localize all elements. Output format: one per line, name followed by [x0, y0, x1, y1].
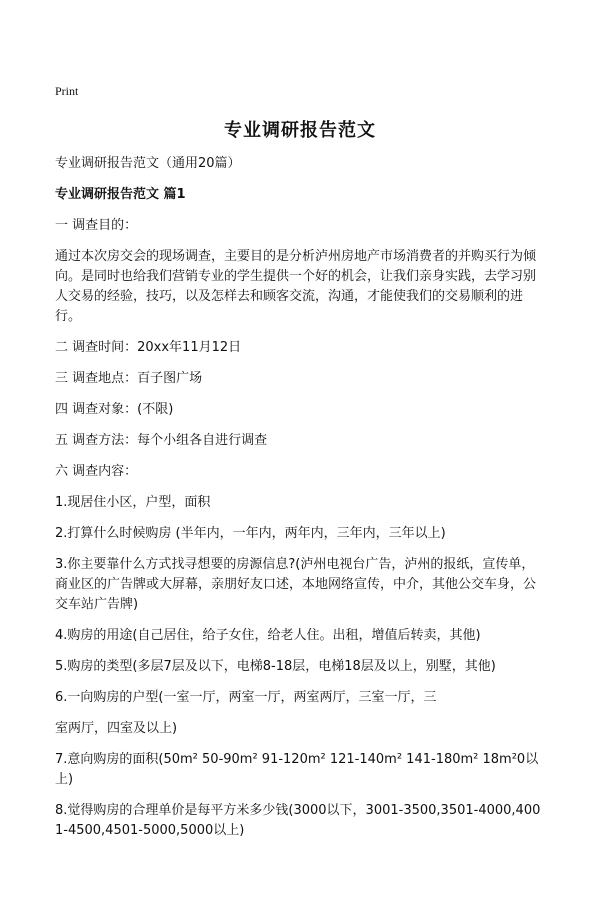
section-heading: 专业调研报告范文 篇1 [55, 187, 186, 202]
survey-time: 二 调查时间：20xx年11月12日 [55, 340, 242, 355]
question-item: 7.意向购房的面积(50m² 50-90m² 91-120m² 121-140m² 141-180m² 18m²0以上) [55, 752, 539, 787]
question-item: 5.购房的类型(多层7层及以下，电梯8-18层，电梯18层及以上，别墅，其他) [55, 659, 496, 674]
question-item: 4.购房的用途(自己居住，给子女住，给老人住。出租，增值后转卖，其他) [55, 628, 481, 643]
survey-purpose-text: 通过本次房交会的现场调查，主要目的是分析泸州房地产市场消费者的并购买行为倾向。是同时也给我们营销专业的学生提供一个好的机会，让我们亲身实践，去学习别人交易的经验，技巧，以及怎样去和顾客交流，沟通，才能使我们的交易顺利的进行。 [55, 249, 537, 324]
question-item: 3.你主要靠什么方式找寻想要的房源信息?(泸州电视台广告，泸州的报纸，宣传单，商业区的广告牌或大屏幕，亲朋好友口述，本地网络宣传，中介，其他公交车身，公交车站广告牌) [55, 557, 537, 612]
subtitle-paragraph: 专业调研报告范文（通用20篇） [55, 156, 241, 171]
survey-target: 四 调查对象：(不限) [55, 402, 174, 417]
question-item: 8.觉得购房的合理单价是每平方米多少钱(3000以下，3001-3500,3501-4000,4001-4500,4501-5000,5000以上) [55, 803, 541, 838]
question-item: 1.现居住小区，户型，面积 [55, 495, 211, 510]
question-item: 2.打算什么时候购房 (半年内，一年内，两年内，三年内，三年以上) [55, 526, 446, 541]
survey-purpose-heading: 一 调查目的： [55, 218, 138, 233]
survey-method: 五 调查方法：每个小组各自进行调查 [55, 433, 268, 448]
survey-content-heading: 六 调查内容： [55, 464, 138, 479]
document-title: 专业调研报告范文 [224, 120, 376, 141]
document-body [55, 154, 545, 852]
question-item: 6.一向购房的户型(一室一厅，两室一厅，两室两厅，三室一厅，三 [55, 690, 437, 705]
print-label: Print [55, 84, 79, 98]
survey-location: 三 调查地点：百子图广场 [55, 371, 203, 386]
question-item-continued: 室两厅，四室及以上) [55, 721, 178, 736]
